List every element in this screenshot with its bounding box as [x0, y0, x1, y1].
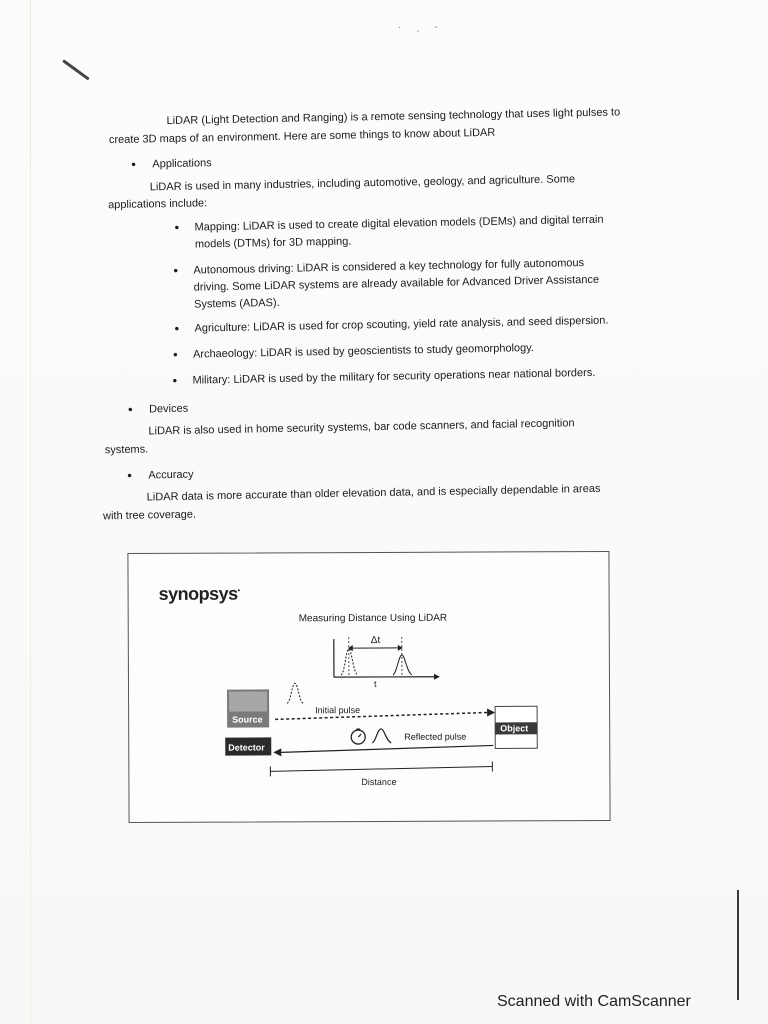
- intro-line-2: create 3D maps of an environment. Here are some things to know about LiDAR: [108, 126, 496, 147]
- distance-line: [270, 766, 492, 771]
- mapping-line-2: models (DTMs) for 3D mapping.: [194, 235, 352, 251]
- devices-para-line-1: LiDAR is also used in home security systems, bar code scanners, and facial recognition: [148, 417, 575, 438]
- devices-para-line-2: systems.: [104, 443, 149, 457]
- detector-label: Detector: [228, 742, 265, 753]
- reflected-pulse-path: [281, 745, 493, 752]
- intro-line-1: LiDAR (Light Detection and Ranging) is a remote sensing technology that uses light pulses to: [166, 106, 621, 128]
- initial-pulse-icon: [287, 683, 303, 703]
- reflected-pulse-peak: [393, 655, 412, 675]
- initial-pulse-arrowhead: [487, 708, 495, 716]
- distance-label: Distance: [361, 776, 397, 788]
- initial-pulse-label: Initial pulse: [315, 705, 361, 716]
- stopwatch-hand: [358, 734, 361, 737]
- heading-accuracy: Accuracy: [148, 468, 194, 482]
- lidar-diagram: [128, 552, 609, 822]
- archaeology-line: Archaeology: LiDAR is used by geoscientists to study geomorphology.: [192, 342, 535, 361]
- bullet-accuracy: •: [127, 467, 133, 483]
- applications-para-line-1: LiDAR is used in many industries, including automotive, geology, and agriculture. Some: [149, 173, 576, 194]
- mapping-line-1: Mapping: LiDAR is used to create digital elevation models (DEMs) and digital terrain: [194, 213, 604, 234]
- bullet-applications: •: [131, 156, 137, 172]
- diagram-title: Measuring Distance Using LiDAR: [298, 612, 448, 625]
- scanner-watermark: Scanned with CamScanner: [497, 993, 691, 1010]
- lidar-diagram-figure: [127, 551, 610, 823]
- scan-edge-right: [737, 890, 739, 1000]
- reflected-pulse-arrowhead: [273, 748, 281, 756]
- object-label: Object: [500, 723, 529, 734]
- source-box-highlight: [229, 691, 267, 711]
- heading-devices: Devices: [148, 402, 189, 416]
- agriculture-line: Agriculture: LiDAR is used for crop scouting, yield rate analysis, and seed dispersion.: [194, 314, 609, 335]
- bullet-archaeology: •: [172, 346, 178, 362]
- autonomous-line-3: Systems (ADAS).: [193, 296, 280, 311]
- synopsys-logo: synopsys•: [158, 583, 240, 604]
- bullet-agriculture: •: [174, 320, 180, 336]
- bullet-mapping: •: [174, 219, 180, 235]
- time-label: t: [373, 678, 377, 689]
- applications-para-line-2: applications include:: [108, 197, 208, 212]
- reflected-pulse-icon: [372, 729, 391, 743]
- bullet-autonomous-driving: •: [173, 262, 179, 278]
- delta-t-label: Δt: [370, 634, 381, 646]
- military-line: Military: LiDAR is used by the military for security operations near national borders.: [192, 366, 596, 387]
- initial-pulse-peak: [341, 649, 358, 675]
- accuracy-para-line-2: with tree coverage.: [102, 508, 197, 523]
- autonomous-line-1: Autonomous driving: LiDAR is considered a key technology for fully autonomous: [193, 257, 585, 277]
- heading-applications: Applications: [152, 157, 212, 171]
- bullet-military: •: [172, 372, 178, 388]
- graph-x-arrow: [434, 674, 440, 680]
- bullet-devices: •: [127, 401, 133, 417]
- autonomous-line-2: driving. Some LiDAR systems are already available for Advanced Driver Assistance: [193, 273, 600, 294]
- reflected-pulse-label: Reflected pulse: [404, 731, 467, 742]
- initial-pulse-path: [275, 712, 487, 719]
- dust-specks: · ˏ -: [398, 22, 444, 33]
- source-label: Source: [232, 714, 263, 725]
- accuracy-para-line-1: LiDAR data is more accurate than older elevation data, and is especially dependable in areas: [146, 482, 601, 504]
